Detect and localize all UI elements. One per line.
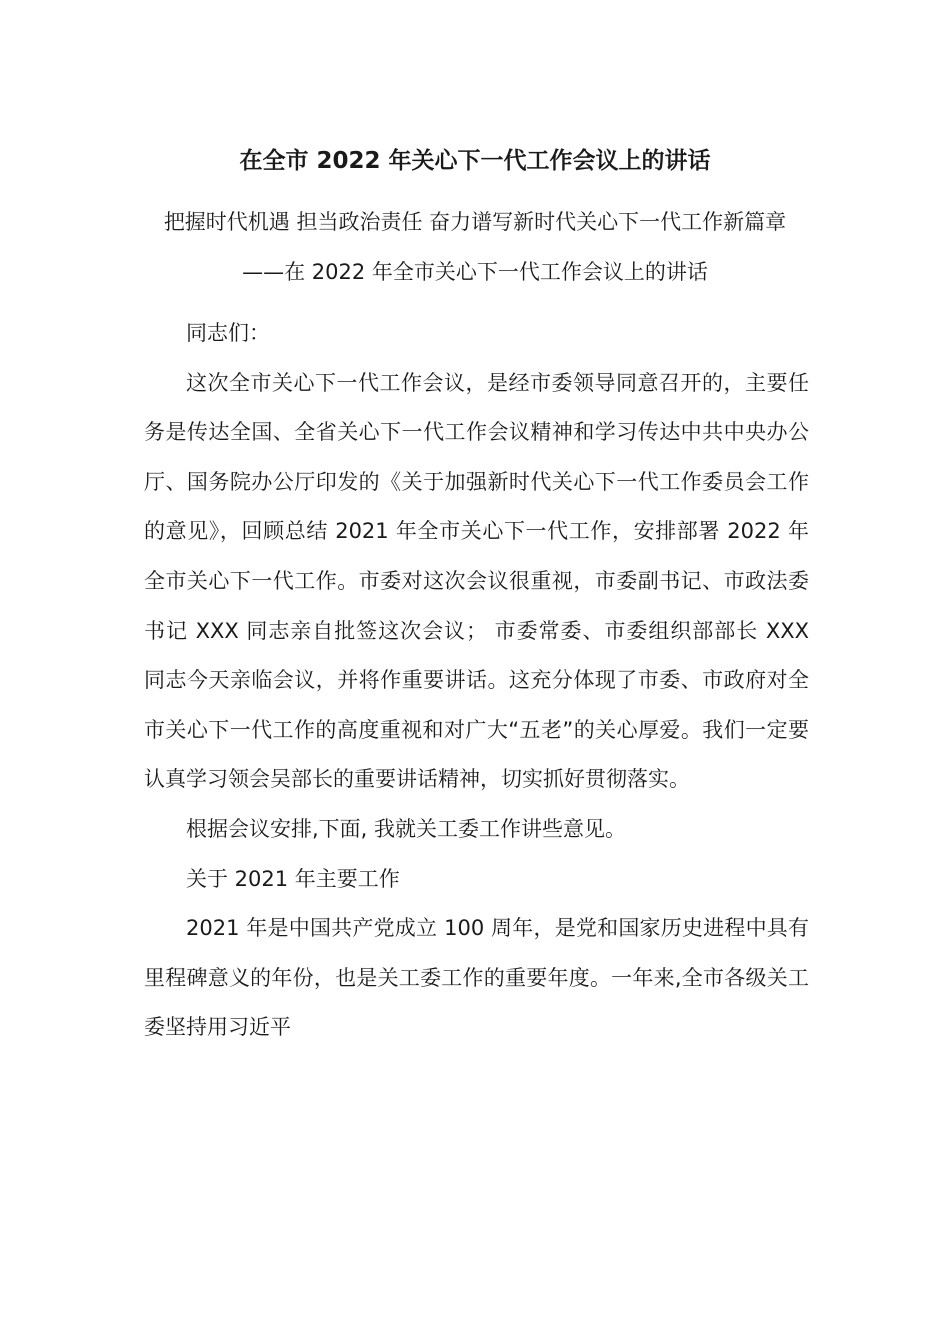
document-body	[144, 309, 809, 1053]
transition-paragraph: 根据会议安排,下面, 我就关工委工作讲些意见。	[186, 816, 627, 841]
salutation-paragraph: 同志们：	[186, 321, 270, 345]
review-paragraph: 2021 年是中国共产党成立 100 周年，是党和国家历史进程中具有里程碑意义的年份，也是关工委工作的重要年度。一年来,全市各级关工委坚持用习近平	[144, 916, 809, 1040]
section-heading: 关于 2021 年主要工作	[186, 866, 400, 891]
document-title: 在全市 2022 年关心下一代工作会议上的讲话	[239, 148, 711, 174]
document-subtitle: 把握时代机遇 担当政治责任 奋力谱写新时代关心下一代工作新篇章	[163, 210, 787, 234]
intro-paragraph: 这次全市关心下一代工作会议，是经市委领导同意召开的，主要任务是传达全国、全省关心下一代工作会议精神和学习传达中共中央办公厅、国务院办公厅印发的《关于加强新时代关心下一代工作委员会工作的意见》，回顾总结 2021 年全市关心下一代工作，安排部署 2022 年全市关心下一代工作。市委对这次会议很重视，市委副书记、市政法委书记 XXX 同志亲自批签这次会议； 市委常委、市委组织部部长 XXX 同志今天亲临会议，并将作重要讲话。这充分体现了市委、市政府对全市关心下一代工作的高度重视和对广大“五老”的关心厚爱。我们一定要认真学习领会吴部长的重要讲话精神，切实抓好贯彻落实。	[144, 370, 809, 792]
document-subtitle-attribution: ——在 2022 年全市关心下一代工作会议上的讲话	[242, 260, 708, 284]
